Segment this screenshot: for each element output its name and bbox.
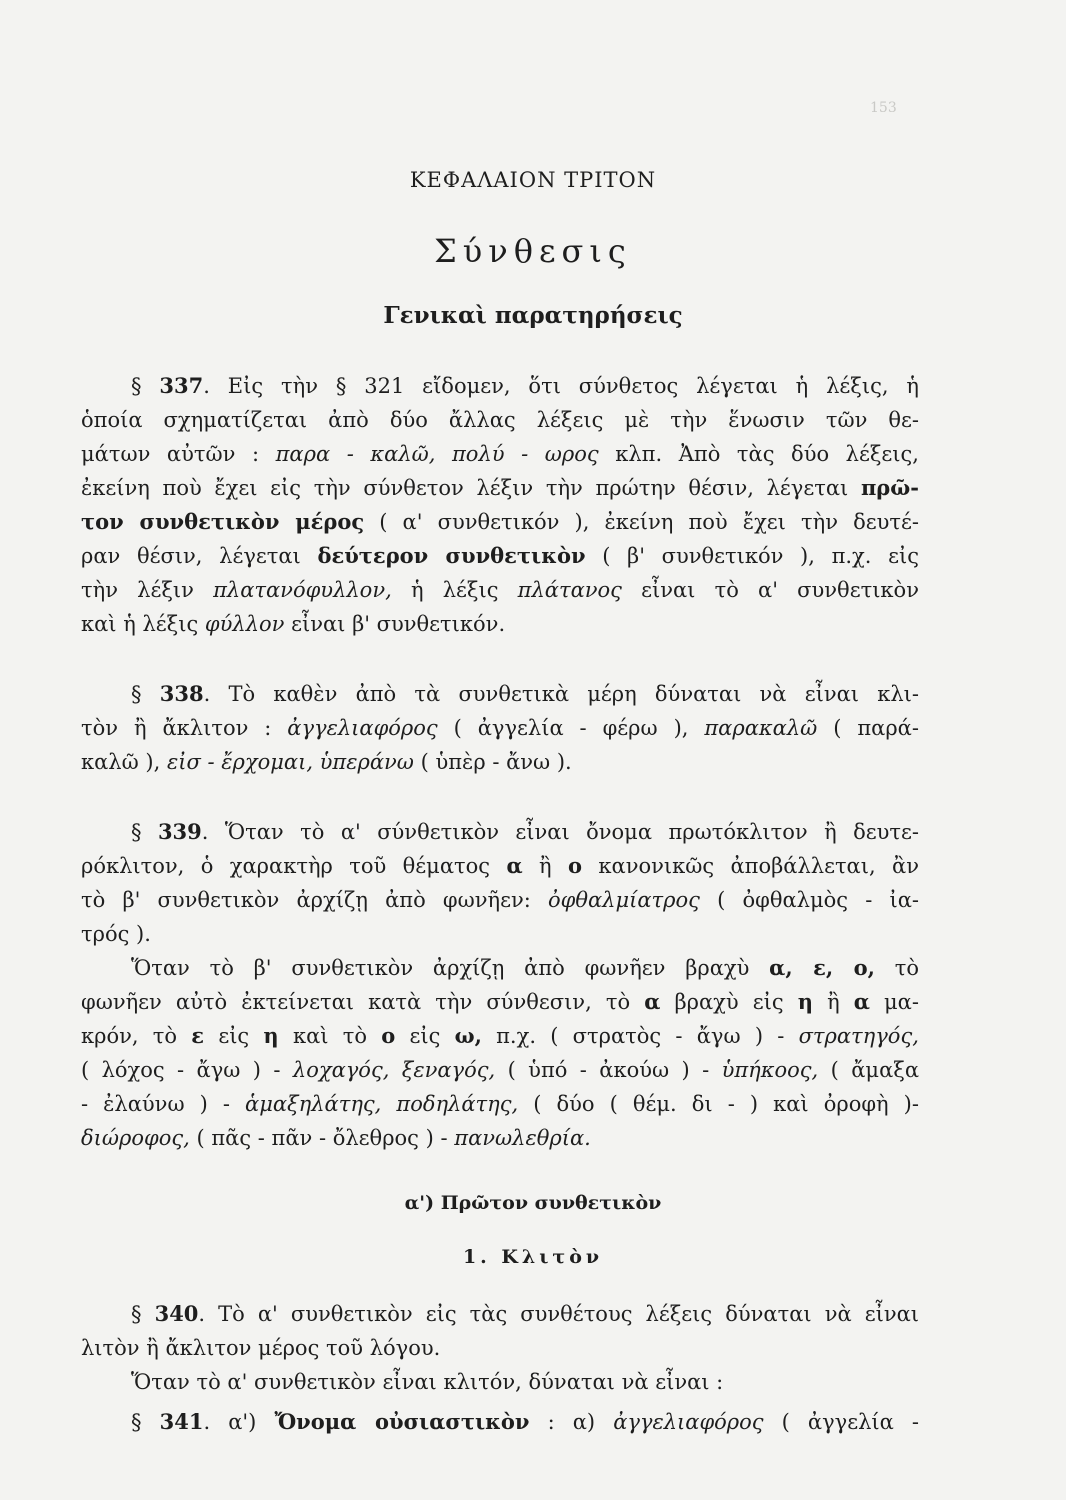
p337-line-8: καὶ ἡ λέξις φύλλον εἶναι β' συνθετικόν. — [81, 612, 506, 636]
p340-line-2: λιτὸν ἢ ἄκλιτον μέρος τοῦ λόγου. — [81, 1336, 441, 1360]
sub-heading-first-component: α') Πρῶτον συνθετικὸν — [404, 1192, 662, 1214]
p339-line-1: § 339. Ὅταν τὸ α' σύνθετικὸν εἶναι ὄνομα πρωτόκλιτον ἢ δευτε- — [131, 819, 919, 844]
p337-line-1: § 337. Εἰς τὴν § 321 εἴδομεν, ὅτι σύνθετος λέγεται ἡ λέξις, ἡ — [131, 373, 919, 398]
p339-line-4: τρός ). — [81, 922, 151, 946]
p340-line-1: § 340. Τὸ α' συνθετικὸν εἰς τὰς συνθέτους λέξεις δύναται νὰ εἶναι — [131, 1301, 919, 1326]
p341-line-1: § 341. α') Ὄνομα οὐσιαστικὸν : α) ἀγγελιαφόρος ( ἀγγελία - — [131, 1409, 919, 1434]
chapter-title: Σύνθεσις — [434, 232, 632, 270]
p338-line-1: § 338. Τὸ καθὲν ἀπὸ τὰ συνθετικὰ μέρη δύναται νὰ εἶναι κλι- — [131, 681, 919, 706]
p337-line-6: ραν θέσιν, λέγεται δεύτερον συνθετικὸν ( β' συνθετικόν ), π.χ. εἰς — [81, 543, 919, 568]
sub-heading-inflected: 1. Κλιτὸν — [462, 1246, 604, 1268]
p339-line-3: τὸ β' συνθετικὸν ἀρχίζῃ ἀπὸ φωνῆεν: ὀφθαλμίατρος ( ὀφθαλμὸς - ἰα- — [81, 888, 919, 912]
p337-line-3: μάτων αὐτῶν : παρα - καλῶ, πολύ - ωρος κλπ. Ἀπὸ τὰς δύο λέξεις, — [81, 442, 919, 466]
p337-line-7: τὴν λέξιν πλατανόφυλλον, ἡ λέξις πλάτανος εἶναι τὸ α' συνθετικὸν — [81, 578, 919, 602]
p338-line-3: καλῶ ), εἰσ - ἔρχομαι, ὑπεράνω ( ὑπὲρ - ἄνω ). — [81, 750, 572, 774]
chapter-label: ΚΕΦΑΛΑΙΟΝ ΤΡΙΤΟΝ — [409, 168, 657, 192]
p337-line-4: ἐκείνη ποὺ ἔχει εἰς τὴν σύνθετον λέξιν τὴν πρώτην θέσιν, λέγεται πρῶ- — [81, 475, 919, 500]
p339-line-8: ( λόχος - ἄγω ) - λοχαγός, ξεναγός, ( ὑπό - ἀκούω ) - ὑπήκοος, ( ἄμαξα — [81, 1058, 919, 1082]
p339-line-9: - ἐλαύνω ) - ἁμαξηλάτης, ποδηλάτης, ( δύο ( θέμ. δι - ) καὶ ὀροφὴ )- — [81, 1092, 919, 1116]
p337-line-5: τον συνθετικὸν μέρος ( α' συνθετικόν ), ἐκείνη ποὺ ἔχει τὴν δευτέ- — [81, 509, 919, 534]
section-heading: Γενικαὶ παρατηρήσεις — [383, 302, 683, 329]
p337-line-2: ὁποία σχηματίζεται ἀπὸ δύο ἄλλας λέξεις μὲ τὴν ἕνωσιν τῶν θε- — [81, 408, 919, 432]
page-number: 153 — [870, 100, 897, 116]
p338-line-2: τὸν ἢ ἄκλιτον : ἀγγελιαφόρος ( ἀγγελία - φέρω ), παρακαλῶ ( παρά- — [81, 716, 919, 740]
p339-line-6: φωνῆεν αὐτὸ ἐκτείνεται κατὰ τὴν σύνθεσιν, τὸ α βραχὺ εἰς η ἢ α μα- — [81, 989, 919, 1014]
p339-line-5: Ὅταν τὸ β' συνθετικὸν ἀρχίζῃ ἀπὸ φωνῆεν βραχὺ α, ε, ο, τὸ — [131, 955, 919, 980]
p339-line-7: κρόν, τὸ ε εἰς η καὶ τὸ ο εἰς ω, π.χ. ( στρατὸς - ἄγω ) - στρατηγός, — [81, 1023, 919, 1048]
p339-line-2: ρόκλιτον, ὁ χαρακτὴρ τοῦ θέματος α ἢ ο κανονικῶς ἀποβάλλεται, ἂν — [81, 853, 919, 878]
p339-line-10: διώροφος, ( πᾶς - πᾶν - ὄλεθρος ) - πανωλεθρία. — [81, 1126, 591, 1150]
p340-line-3: Ὅταν τὸ α' συνθετικὸν εἶναι κλιτόν, δύναται νὰ εἶναι : — [131, 1370, 724, 1394]
